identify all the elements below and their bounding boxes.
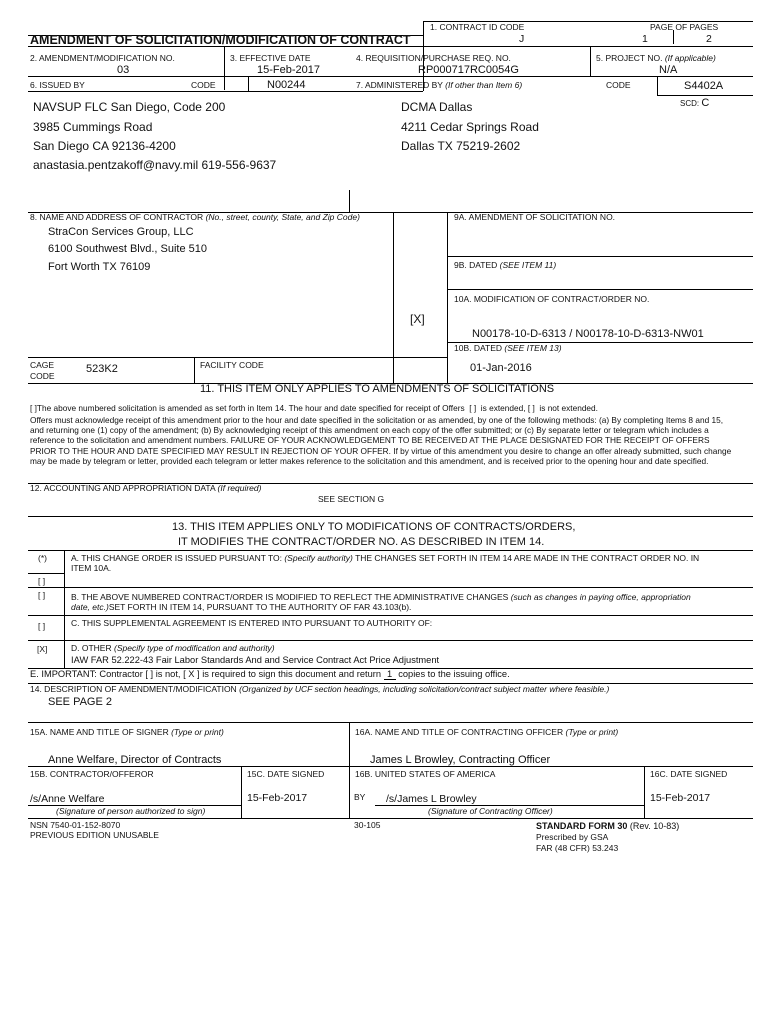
admin-code-label: CODE (606, 80, 631, 90)
item10a-value: N00178-10-D-6313 / N00178-10-D-6313-NW01 (472, 328, 704, 340)
item13-title: 13. THIS ITEM APPLIES ONLY TO MODIFICATIONS OF CONTRACTS/ORDERS, (172, 521, 576, 533)
item13d-text: D. OTHER (Specify type of modification and authority) (71, 643, 275, 653)
admin-address-line: Dallas TX 75219-2602 (401, 139, 521, 153)
item12-value: SEE SECTION G (318, 494, 385, 504)
scd-field: SCD: C (680, 97, 710, 109)
label-15a: 15A. NAME AND TITLE OF SIGNER (Type or print) (30, 727, 224, 737)
label-15b: 15B. CONTRACTOR/OFFEROR (30, 769, 154, 779)
item14-label: 14. DESCRIPTION OF AMENDMENT/MODIFICATION (Organized by UCF section headings, including solicitation/contract subject matter where feasible.) (30, 684, 610, 694)
important-line: E. IMPORTANT: Contractor [ ] is not, [ X ] is required to sign this document and return 1 copies to the issuing office. (30, 669, 510, 679)
item14-value: SEE PAGE 2 (48, 696, 112, 708)
item10b-value: 01-Jan-2016 (470, 362, 532, 374)
issuer-email-phone: anastasia.pentzakoff@navy.mil 619-556-9637 (33, 158, 277, 172)
nsn-number: NSN 7540-01-152-8070 (30, 820, 121, 830)
item13-subtitle: IT MODIFIES THE CONTRACT/ORDER NO. AS DESCRIBED IN ITEM 14. (178, 536, 545, 548)
contractor-signature: /s/Anne Welfare (30, 793, 105, 805)
issued-code-value: N00244 (267, 79, 306, 91)
label-16b: 16B. UNITED STATES OF AMERICA (355, 769, 496, 779)
item13c-mark: [ ] (38, 621, 46, 631)
officer-signature-caption: (Signature of Contracting Officer) (428, 806, 553, 816)
prescribed-by: Prescribed by GSA (536, 832, 609, 842)
contractor-signature-caption: (Signature of person authorized to sign) (56, 806, 206, 816)
item10a-checkbox: [X] (410, 312, 425, 326)
amend-mod-label: 2. AMENDMENT/MODIFICATION NO. (30, 53, 175, 63)
effective-date-value: 15-Feb-2017 (257, 64, 320, 76)
cage-value: 523K2 (86, 363, 118, 375)
facility-code-label: FACILITY CODE (200, 360, 264, 370)
previous-edition-note: PREVIOUS EDITION UNUSABLE (30, 830, 159, 840)
requisition-value: RP000717RC0054G (418, 64, 519, 76)
admin-address-line: 4211 Cedar Springs Road (401, 120, 539, 134)
item13b-text: B. THE ABOVE NUMBERED CONTRACT/ORDER IS MODIFIED TO REFLECT THE ADMINISTRATIVE CHANGES (such as changes in paying office, appropriation (71, 592, 691, 602)
issuer-address-line: 3985 Cummings Road (33, 120, 153, 134)
item11-title: 11. THIS ITEM ONLY APPLIES TO AMENDMENTS OF SOLICITATIONS (200, 383, 555, 395)
item11-line1: [ ]The above numbered solicitation is amended as set forth in Item 14. The hour and date specified for receipt of Offers [ ] is extended, [ ] is not extended. (30, 403, 598, 413)
form-code: 30-105 (354, 820, 381, 830)
item9b-label: 9B. DATED (SEE ITEM 11) (454, 260, 557, 270)
issuer-address-line: NAVSUP FLC San Diego, Code 200 (33, 100, 226, 114)
form-title: AMENDMENT OF SOLICITATION/MODIFICATION OF CONTRACT (30, 33, 411, 47)
item13a-text: A. THIS CHANGE ORDER IS ISSUED PURSUANT TO: (Specify authority) THE CHANGES SET FORTH IN ITEM 14 ARE MADE IN THE CONTRACT ORDER NO. IN (71, 553, 700, 563)
project-value: N/A (659, 64, 678, 76)
issuer-address-line: San Diego CA 92136-4200 (33, 139, 176, 153)
cage-label-2: CODE (30, 371, 55, 381)
project-label: 5. PROJECT NO. (If applicable) (596, 53, 716, 63)
officer-signature: /s/James L Browley (386, 793, 477, 805)
item9a-label: 9A. AMENDMENT OF SOLICITATION NO. (454, 212, 616, 222)
contract-id-label: 1. CONTRACT ID CODE (430, 22, 525, 32)
administered-by-label: 7. ADMINISTERED BY (If other than Item 6) (356, 80, 523, 90)
amend-mod-value: 03 (117, 64, 130, 76)
item13b-text-2: date, etc.)SET FORTH IN ITEM 14, PURSUANT TO THE AUTHORITY OF FAR 43.103(b). (71, 602, 412, 612)
item10a-label: 10A. MODIFICATION OF CONTRACT/ORDER NO. (454, 294, 650, 304)
contractor-street: 6100 Southwest Blvd., Suite 510 (48, 243, 207, 255)
item11-paragraph: Offers must acknowledge receipt of this amendment prior to the hour and date specified in the solicitation or as amended, by one of the following methods: (a) By completing Items 8 and 15, and returning one (1) copy of the amendment; (b) By acknowledging receipt of this amendment on each copy of the offer submitted; or (c) By separate letter or telegram which includes a reference to the solicitation and amendment numbers. FAILURE OF YOUR ACKNOWLEDGEMENT TO BE RECEIVED AT THE PLACE DESIGNATED FOR THE RECEIPT OF OFFERS PRIOR TO THE HOUR AND DATE SPECIFIED MAY RESULT IN REJECTION OF YOUR OFFER. If by virtue of this amendment you desire to change an offer already submitted, such change may be made by telegram or letter, provided each telegram or letter makes reference to the solicitation and this amendment, and is received prior to the opening hour and date specified. (30, 415, 732, 466)
cage-label: CAGE (30, 360, 55, 370)
page-total: 2 (706, 33, 712, 45)
item13d-mark: [X] (37, 644, 48, 654)
label-15c: 15C. DATE SIGNED (247, 769, 325, 779)
issued-by-label: 6. ISSUED BY (30, 80, 85, 90)
contract-id-value: J (519, 33, 525, 45)
signer-name: Anne Welfare, Director of Contracts (48, 754, 222, 766)
label-16a: 16A. NAME AND TITLE OF CONTRACTING OFFICER (Type or print) (355, 727, 619, 737)
contractor-name: StraCon Services Group, LLC (48, 226, 194, 238)
item13c-text: C. THIS SUPPLEMENTAL AGREEMENT IS ENTERED INTO PURSUANT TO AUTHORITY OF: (71, 618, 433, 628)
item13-blank-mark: [ ] (38, 576, 46, 586)
item13a-text-2: ITEM 10A. (71, 563, 112, 573)
far-reference: FAR (48 CFR) 53.243 (536, 843, 619, 853)
item10b-label: 10B. DATED (SEE ITEM 13) (454, 343, 562, 353)
admin-address-line: DCMA Dallas (401, 100, 473, 114)
item13a-mark: (*) (38, 553, 47, 563)
item13d-value: IAW FAR 52.222-43 Fair Labor Standards And and Service Contract Act Price Adjustment (71, 655, 440, 665)
contractor-date: 15-Feb-2017 (247, 792, 308, 804)
officer-date: 15-Feb-2017 (650, 792, 711, 804)
officer-name: James L Browley, Contracting Officer (370, 754, 551, 766)
contractor-city: Fort Worth TX 76109 (48, 261, 151, 273)
label-16c: 16C. DATE SIGNED (650, 769, 728, 779)
page-current: 1 (642, 33, 648, 45)
admin-code-value: S4402A (684, 80, 724, 92)
standard-form-label: STANDARD FORM 30 (Rev. 10-83) (536, 821, 680, 831)
effective-date-label: 3. EFFECTIVE DATE (230, 53, 311, 63)
contractor-label: 8. NAME AND ADDRESS OF CONTRACTOR (No., street, county, State, and Zip Code) (30, 212, 360, 222)
item12-label: 12. ACCOUNTING AND APPROPRIATION DATA (If required) (30, 483, 262, 493)
item13b-mark: [ ] (38, 590, 46, 600)
page-of-pages-label: PAGE OF PAGES (650, 22, 719, 32)
issued-code-label: CODE (191, 80, 216, 90)
by-label: BY (354, 792, 366, 802)
requisition-label: 4. REQUISITION/PURCHASE REQ. NO. (356, 53, 511, 63)
